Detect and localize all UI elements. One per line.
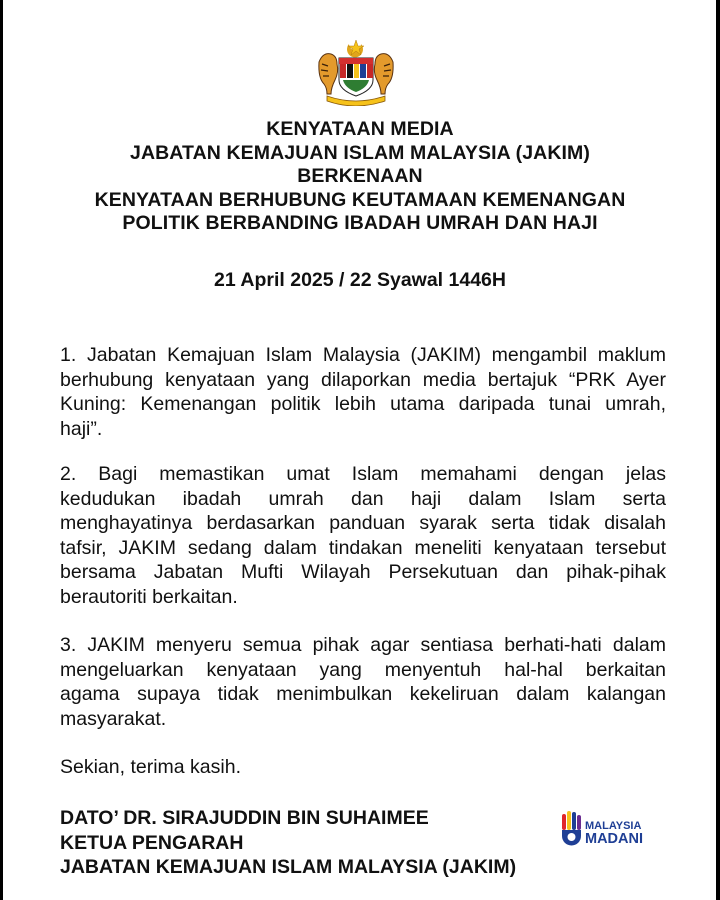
statement-heading (0, 118, 720, 236)
paragraph-line: menghayatinya berdasarkan panduan syarak serta tidak disalah (60, 512, 666, 535)
paragraph-line: kedudukan ibadah umrah dan haji dalam Islam serta (60, 487, 666, 510)
paragraph-line: masyarakat. (60, 707, 167, 730)
paragraph-line: Kuning: Kemenangan politik lebih utama daripada tunai umrah, (60, 393, 666, 416)
heading-line-5: POLITIK BERBANDING IBADAH UMRAH DAN HAJI (122, 212, 598, 234)
signature-block (60, 806, 516, 880)
statement-date: 21 April 2025 / 22 Syawal 1446H (214, 269, 506, 291)
madani-logo-line-1: MALAYSIA (585, 820, 642, 832)
paragraph-line: haji”. (60, 417, 103, 440)
heading-line-1: KENYATAAN MEDIA (266, 118, 454, 140)
madani-logo-line-2: MADANI (585, 831, 643, 847)
signatory-department: JABATAN KEMAJUAN ISLAM MALAYSIA (JAKIM) (60, 856, 517, 878)
heading-line-2: JABATAN KEMAJUAN ISLAM MALAYSIA (JAKIM) (130, 141, 590, 164)
paragraph-line: berautoriti berkaitan. (60, 585, 238, 608)
paragraph-line: 1. Jabatan Kemajuan Islam Malaysia (JAKIM) mengambil maklum (60, 344, 666, 366)
paragraph-line: berhubung kenyataan yang dilaporkan media bertajuk “PRK Ayer (60, 368, 666, 391)
paragraph-line: tafsir, JAKIM sedang dalam tindakan meneliti kenyataan tersebut (60, 536, 666, 559)
paragraph-2 (60, 462, 666, 610)
paragraph-line: bersama Jabatan Mufti Wilayah Persekutuan dan pihak-pihak (60, 561, 666, 584)
signatory-position: KETUA PENGARAH (60, 831, 244, 854)
paragraph-line: mengeluarkan kenyataan yang menyentuh hal-hal berkaitan (60, 658, 666, 681)
malaysia-madani-logo (560, 810, 672, 850)
malaysia-coat-of-arms-icon (313, 38, 399, 106)
paragraph-line: agama supaya tidak menimbulkan kekeliruan dalam kalangan (60, 683, 666, 706)
closing-remark: Sekian, terima kasih. (60, 756, 241, 778)
heading-line-3: BERKENAAN (297, 165, 423, 187)
heading-line-4: KENYATAAN BERHUBUNG KEUTAMAAN KEMENANGAN (94, 188, 626, 211)
paragraph-line: 3. JAKIM menyeru semua pihak agar sentiasa berhati-hati dalam (60, 634, 666, 656)
paragraph-3 (60, 633, 666, 731)
signatory-name: DATO’ DR. SIRAJUDDIN BIN SUHAIMEE (60, 807, 429, 829)
paragraph-line: 2. Bagi memastikan umat Islam memahami dengan jelas (60, 463, 666, 485)
paragraph-1 (60, 343, 666, 441)
